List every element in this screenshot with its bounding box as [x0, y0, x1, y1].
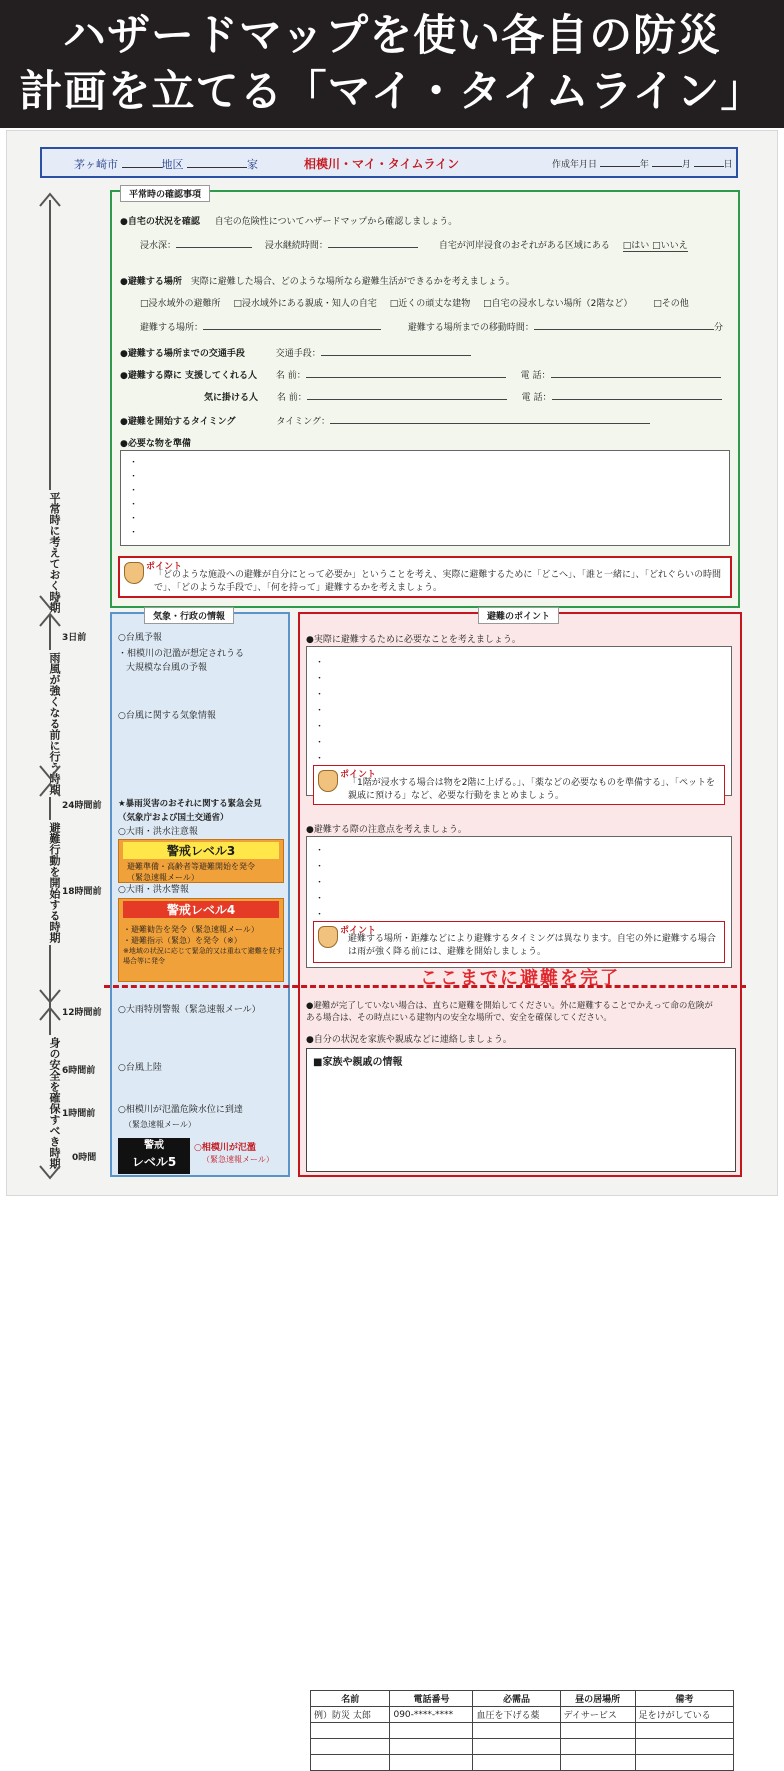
- level4-head: 警戒レベル4: [123, 901, 279, 918]
- level4-item: ・避難勧告を発令（緊急速報メール）: [123, 925, 259, 934]
- evac-question-2: ●避難する際の注意点を考えましょう。: [306, 825, 467, 835]
- cell-phone[interactable]: 090-****-****: [390, 1707, 473, 1723]
- home-desc: 自宅の危険性についてハザードマップから確認しましょう。: [214, 217, 458, 227]
- weather-item: ○大雨特別警報（緊急速報メール）: [118, 1005, 261, 1015]
- point-label: ポイント: [146, 562, 183, 572]
- helper-name-label: 名 前: [275, 371, 297, 381]
- cell-empty[interactable]: [311, 1739, 390, 1755]
- evac-question-4: ●自分の状況を家族や親戚などに連絡しましょう。: [306, 1035, 512, 1045]
- cell-empty[interactable]: [560, 1739, 635, 1755]
- helper-phone-label: 電 話: [520, 371, 542, 381]
- care-name-label: 名 前: [276, 393, 298, 403]
- cell-empty[interactable]: [473, 1755, 560, 1771]
- care-row: 気に掛ける人 名 前： 電 話：: [204, 390, 722, 403]
- arrow-tail-2: [40, 766, 60, 778]
- cell-name[interactable]: 例）防災 太郎: [311, 1707, 390, 1723]
- table-row: [311, 1723, 734, 1739]
- depth-row: 浸水深： 浸水継続時間： 自宅が河岸浸食のおそれがある区域にある □はい □いいえ: [140, 241, 688, 251]
- evac-point-note-1: [313, 765, 725, 805]
- helper-phone-input[interactable]: [551, 377, 721, 378]
- duration-input[interactable]: [328, 247, 418, 248]
- weather-item: ○台風予報: [118, 633, 162, 643]
- year-label: 年: [639, 160, 649, 170]
- level3-body: 避難準備・高齢者等避難開始を発令: [127, 862, 255, 871]
- cell-empty[interactable]: [390, 1739, 473, 1755]
- level5-line2: レベル5: [131, 1155, 177, 1169]
- col-day-location: 昼の居場所: [560, 1691, 635, 1707]
- table-row: [311, 1707, 734, 1723]
- place-option[interactable]: □浸水域外にある親戚・知人の自宅: [233, 299, 377, 309]
- day-blank[interactable]: [694, 166, 724, 167]
- evac-title: 避難のポイント: [478, 607, 559, 624]
- travel-time-input[interactable]: [534, 329, 714, 330]
- evac-question-1: ●実際に避難するために必要なことを考えましょう。: [306, 635, 521, 645]
- cell-empty[interactable]: [473, 1739, 560, 1755]
- phase-secure-safety: 身の安全を確保すべき時期: [38, 1035, 62, 1171]
- district-suffix: 地区: [161, 158, 184, 171]
- duration-label: 浸水継続時間: [264, 241, 319, 251]
- minutes-unit: 分: [713, 323, 723, 333]
- day-label: 日: [723, 160, 733, 170]
- timeline-arrows: [36, 190, 64, 1180]
- cell-empty[interactable]: [390, 1723, 473, 1739]
- cell-empty[interactable]: [635, 1739, 733, 1755]
- collapse-options[interactable]: □はい □いいえ: [622, 241, 688, 251]
- items-label: ●必要な物を準備: [120, 439, 191, 449]
- weather-title: 気象・行政の情報: [144, 607, 234, 624]
- alert-level-3: [118, 839, 284, 883]
- col-notes: 備考: [635, 1691, 733, 1707]
- cell-empty[interactable]: [311, 1755, 390, 1771]
- arrow-tail-3: [40, 990, 60, 1002]
- transport-field-label: 交通手段: [275, 349, 312, 359]
- collapse-question: 自宅が河岸浸食のおそれがある区域にある: [438, 241, 610, 251]
- timing-label: ●避難を開始するタイミング: [120, 417, 236, 427]
- time-18h: 18時間前: [62, 887, 102, 897]
- cell-notes[interactable]: 足をけがしている: [635, 1707, 733, 1723]
- evac-deadline-divider: [104, 985, 746, 988]
- care-name-input[interactable]: [307, 399, 507, 400]
- weather-item: ○大雨・洪水注意報: [118, 827, 198, 837]
- evac-point-note-2: [313, 921, 725, 963]
- transport-row: ●避難する場所までの交通手段 交通手段：: [120, 346, 471, 359]
- col-name: 名前: [311, 1691, 390, 1707]
- level5-note: （緊急速報メール）: [202, 1155, 274, 1164]
- month-blank[interactable]: [652, 166, 682, 167]
- place-options: [140, 296, 689, 309]
- helper-name-input[interactable]: [306, 377, 506, 378]
- table-row: [311, 1739, 734, 1755]
- time-6h: 6時間前: [62, 1066, 96, 1076]
- weather-item: （気象庁および国土交通省）: [118, 813, 229, 823]
- time-1h: 1時間前: [62, 1109, 96, 1119]
- cell-empty[interactable]: [560, 1755, 635, 1771]
- city-name: 茅ヶ崎市: [74, 158, 118, 171]
- care-phone-label: 電 話: [521, 393, 543, 403]
- level5-message: ○相模川が氾濫: [194, 1143, 256, 1153]
- home-label: ●自宅の状況を確認: [120, 217, 200, 227]
- pointing-hand-icon: [124, 562, 144, 584]
- pointing-hand-icon: [318, 926, 338, 948]
- form-header: [40, 147, 738, 178]
- phase-normal: 平常時に考えておく時期: [38, 490, 62, 615]
- year-blank[interactable]: [600, 166, 640, 167]
- care-label: 気に掛ける人: [204, 393, 259, 403]
- timing-row: ●避難を開始するタイミング タイミング：: [120, 414, 650, 427]
- place-option[interactable]: □近くの頑丈な建物: [389, 299, 471, 309]
- month-label: 月: [681, 160, 691, 170]
- date-line: [552, 157, 733, 170]
- col-phone: 電話番号: [390, 1691, 473, 1707]
- normal-time-section: [110, 190, 740, 608]
- arrow-head-2: [40, 614, 60, 626]
- col-needs: 必需品: [473, 1691, 560, 1707]
- place-desc: 実際に避難した場合、どのような場所なら避難生活ができるかを考えましょう。: [190, 277, 515, 287]
- headline-line1: ハザードマップを使い各自の防災: [62, 11, 722, 61]
- normal-point-note: [118, 556, 732, 598]
- place-label: ●避難する場所: [120, 277, 182, 287]
- arrow-head-1: [40, 194, 60, 206]
- time-0h: 0時間: [72, 1153, 97, 1163]
- transport-label: ●避難する場所までの交通手段: [120, 349, 245, 359]
- cell-empty[interactable]: [311, 1723, 390, 1739]
- district-blank[interactable]: [122, 167, 162, 168]
- helper-label: ●避難する際に 支援してくれる人: [120, 371, 257, 381]
- table-header-row: [311, 1691, 734, 1707]
- depth-input[interactable]: [176, 247, 252, 248]
- place-option[interactable]: □その他: [653, 299, 689, 309]
- time-12h: 12時間前: [62, 1008, 102, 1018]
- house-blank[interactable]: [187, 167, 247, 168]
- evac-list-box-2[interactable]: ・ ・ ・ ・ ・ ポイント 避難する場所・距離などにより避難するタイミングは異なります。自宅の外に避難する場合は雨が強く降る前には、避難を開始しましょう。: [306, 836, 732, 968]
- cell-needs[interactable]: 血圧を下げる薬: [473, 1707, 560, 1723]
- level4-note: ※地域の状況に応じて緊急的又は重ねて避難を促す場合等に発令: [123, 947, 283, 965]
- time-3days: 3日前: [62, 633, 87, 643]
- cell-empty[interactable]: [390, 1755, 473, 1771]
- place-name-input[interactable]: [203, 329, 381, 330]
- alert-level-5: [118, 1138, 190, 1174]
- header-city-line: [74, 156, 258, 172]
- family-info-box: [306, 1048, 736, 1172]
- evac-question-3: ●避難が完了していない場合は、直ちに避難を開始してください。外に避難することでかえって命の危険がある場合は、その時点にいる建物内の安全な場所で、安全を確保してください。: [306, 1001, 713, 1023]
- place-option[interactable]: □自宅の浸水しない場所（2階など）: [483, 299, 633, 309]
- time-24h: 24時間前: [62, 801, 102, 811]
- arrow-head-3: [40, 784, 60, 796]
- cell-day-location[interactable]: デイサービス: [560, 1707, 635, 1723]
- plan-title: 相模川・マイ・タイムライン: [304, 157, 460, 171]
- weather-item: ・相模川の氾濫が想定されうる: [118, 649, 245, 659]
- timing-field-label: タイミング: [276, 417, 322, 427]
- place-name-label: 避難する場所: [140, 323, 195, 333]
- point-label: ポイント: [340, 926, 377, 936]
- table-row: [311, 1755, 734, 1771]
- transport-input[interactable]: [321, 355, 471, 356]
- level5-line1: 警戒: [144, 1140, 164, 1151]
- headline-line2: 計画を立てる「マイ・タイムライン」: [19, 67, 765, 117]
- evacuation-points-section: [298, 612, 742, 1721]
- point-text: 避難する場所・距離などにより避難するタイミングは異なります。自宅の外に避難する場合は雨が強く降る前には、避難を開始しましょう。: [348, 934, 716, 957]
- weather-item: （緊急速報メール）: [124, 1120, 196, 1129]
- care-phone-input[interactable]: [552, 399, 722, 400]
- items-list-box[interactable]: ・ ・ ・ ・ ・ ・: [120, 450, 730, 546]
- items-row: [120, 436, 191, 449]
- evac-list-box-1[interactable]: ・ ・ ・ ・ ・ ・ ・ ポイント 「1階が浸水する場合は物を2階に上げる。」、「薬などの必要なものを準備する」、「ペットを親戚に預ける」など、必要な行動をまとめましょう。: [306, 646, 732, 796]
- place-name-row: 避難する場所： 避難する場所までの移動時間： 分: [140, 323, 723, 333]
- place-row: [120, 274, 515, 287]
- cell-empty[interactable]: [635, 1723, 733, 1739]
- house-suffix: 家: [247, 158, 258, 171]
- weather-info-section: [110, 612, 290, 1177]
- point-label: ポイント: [340, 770, 377, 780]
- point-text: 「1階が浸水する場合は物を2階に上げる。」、「薬などの必要なものを準備する」、「ペットを親戚に預ける」など、必要な行動をまとめましょう。: [348, 778, 715, 801]
- arrow-tail-1: [40, 596, 60, 608]
- travel-time-label: 避難する場所までの移動時間: [407, 323, 525, 333]
- weather-item: ○大雨・洪水警報: [118, 885, 189, 895]
- evac-complete-banner: ここまでに避難を完了: [420, 968, 620, 989]
- weather-item: ○台風上陸: [118, 1063, 162, 1073]
- weather-item: ★暴雨災害のおそれに関する緊急会見: [118, 799, 262, 809]
- normal-title: 平常時の確認事項: [120, 185, 210, 202]
- phase-start-evac: 避難行動を開始する時期: [38, 820, 62, 945]
- level3-note: （緊急速報メール）: [127, 873, 199, 882]
- date-label: 作成年月日: [552, 160, 598, 170]
- depth-label: 浸水深: [140, 241, 168, 251]
- alert-level-4: [118, 898, 284, 982]
- place-option[interactable]: □浸水域外の避難所: [140, 299, 221, 309]
- phase-before-storm: 雨風が強くなる前に行う時期: [38, 650, 62, 797]
- cell-empty[interactable]: [473, 1723, 560, 1739]
- family-table: [310, 1690, 734, 1771]
- home-check-row: [120, 214, 457, 227]
- cell-empty[interactable]: [635, 1755, 733, 1771]
- family-title: ■家族や親戚の情報: [313, 1057, 403, 1068]
- arrow-tail-4: [40, 1166, 60, 1178]
- weather-item: 大規模な台風の予報: [126, 663, 208, 673]
- helper-row: ●避難する際に 支援してくれる人 名 前： 電 話：: [120, 368, 721, 381]
- weather-item: ○台風に関する気象情報: [118, 711, 216, 721]
- cell-empty[interactable]: [560, 1723, 635, 1739]
- timing-input[interactable]: [330, 423, 650, 424]
- arrow-head-4: [40, 1008, 60, 1020]
- weather-item: ○相模川が氾濫危険水位に到達: [118, 1105, 243, 1115]
- point-text: 「どのような施設への避難が自分にとって必要か」ということを考え、実際に避難するために「どこへ」、「誰と一緒に」、「どれぐらいの時間で」、「どのような手段で」、「何を持って」避難するかを考えましょう。: [154, 570, 722, 593]
- headline: [0, 0, 784, 128]
- level3-head: 警戒レベル3: [123, 842, 279, 859]
- pointing-hand-icon: [318, 770, 338, 792]
- level4-item: ・避難指示（緊急）を発令（※）: [123, 936, 242, 945]
